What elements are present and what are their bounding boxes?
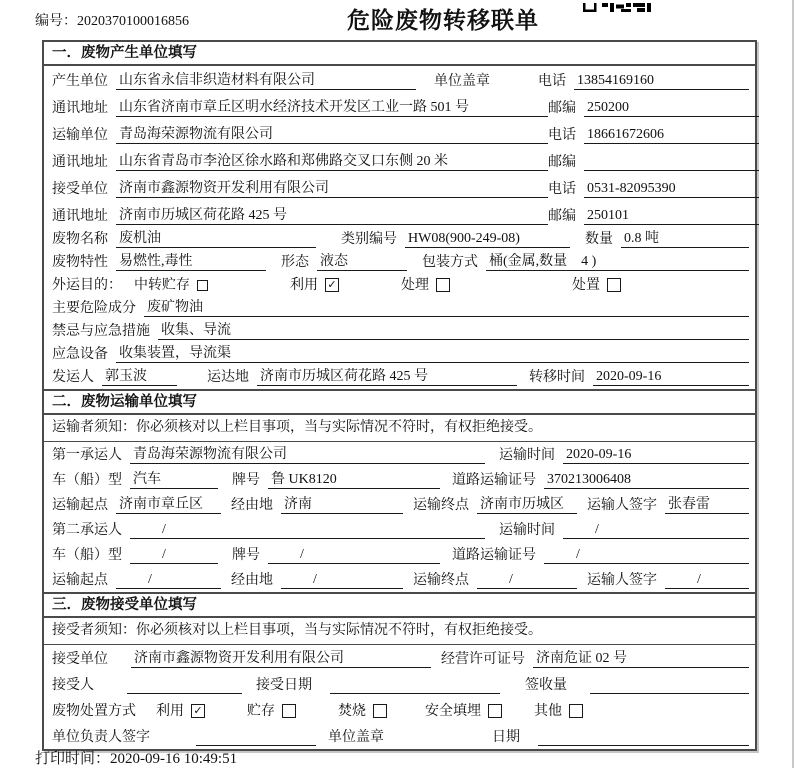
disposal-option-landfill <box>425 700 502 720</box>
hazard-component-label: 主要危险成分 <box>52 301 136 316</box>
row-producer-address <box>44 93 755 120</box>
disposal-other-label: 其他 <box>534 704 562 719</box>
transfer-purpose-label: 外运目的： <box>52 278 122 293</box>
page-title: 危险废物转移联单 <box>347 8 539 33</box>
row-consignor <box>44 366 755 389</box>
purpose-storage-label: 中转贮存 <box>134 278 190 293</box>
end1-label: 运输终点 <box>413 498 469 513</box>
row-route2 <box>44 567 755 592</box>
row-receive-unit <box>44 174 755 201</box>
waste-characteristics-label: 废物特性 <box>52 255 108 270</box>
disposal-option-use <box>156 700 205 720</box>
emergency-equipment-label: 应急设备 <box>52 347 108 362</box>
disposal-method-label: 废物处置方式 <box>52 704 136 719</box>
section2-header: 二．废物运输单位填写 <box>44 391 755 415</box>
disposal-option-storage <box>247 700 296 720</box>
emergency-equipment-value: 收集装置，导流渠 <box>116 345 749 363</box>
transport-time2-value: / <box>563 521 749 539</box>
receive-phone-label: 电话 <box>548 182 576 197</box>
plate-number2-label: 牌号 <box>232 548 260 563</box>
transport-time2-label: 运输时间 <box>499 523 555 538</box>
quantity-value: 0.8 吨 <box>621 230 749 248</box>
row-acceptor <box>44 671 755 697</box>
disposal-storage-label: 贮存 <box>247 704 275 719</box>
road-permit2-value: / <box>544 546 749 564</box>
row-second-carrier <box>44 517 755 542</box>
row-transport-unit <box>44 120 755 147</box>
disposal-storage-checkbox <box>282 704 296 718</box>
packaging-label: 包装方式 <box>422 255 478 270</box>
receive-unit-value: 济南市鑫源物资开发利用有限公司 <box>116 180 548 198</box>
vehicle-type2-label: 车（船）型 <box>52 548 122 563</box>
producer-zip-label: 邮编 <box>548 101 576 116</box>
road-permit1-value: 370213006408 <box>544 471 749 489</box>
row-emergency-equipment <box>44 343 755 366</box>
section3-header: 三．废物接受单位填写 <box>44 594 755 618</box>
row-precautions <box>44 320 755 343</box>
first-carrier-label: 第一承运人 <box>52 448 122 463</box>
transfer-time-label: 转移时间 <box>529 370 585 385</box>
carrier-sign1-label: 运输人签字 <box>587 498 657 513</box>
vehicle-type2-value: / <box>130 546 218 564</box>
quantity-label: 数量 <box>585 232 613 247</box>
purpose-option-treatment <box>401 274 450 294</box>
date-value <box>538 745 749 746</box>
first-carrier-value: 青岛海荣源物流有限公司 <box>130 446 485 464</box>
license-label: 经营许可证号 <box>441 652 525 667</box>
disposal-landfill-checkbox <box>488 704 502 718</box>
row-waste-name <box>44 228 755 251</box>
transport-address-value: 山东省青岛市李沧区徐水路和郑佛路交叉口东侧 20 米 <box>116 153 548 171</box>
purpose-use-checkbox: ✓ <box>325 278 339 292</box>
receive-zip-value: 250101 <box>584 207 759 225</box>
disposal-option-incineration <box>338 700 387 720</box>
waste-transfer-form <box>42 40 757 751</box>
transport-unit-value: 青岛海荣源物流有限公司 <box>116 126 548 144</box>
row-manager-sign <box>44 723 755 749</box>
plate-number1-value: 鲁 UK8120 <box>268 471 440 489</box>
qr-code-fragment <box>583 0 651 18</box>
origin2-label: 运输起点 <box>52 573 108 588</box>
transport-phone-label: 电话 <box>548 128 576 143</box>
producer-zip-value: 250200 <box>584 99 759 117</box>
disposal-other-checkbox <box>569 704 583 718</box>
destination-label: 运达地 <box>207 370 249 385</box>
section-producer <box>44 42 755 389</box>
section1-header: 一．废物产生单位填写 <box>44 42 755 66</box>
transport-zip-value <box>584 170 759 171</box>
receive-zip-label: 邮编 <box>548 209 576 224</box>
transport-time1-value: 2020-09-16 <box>563 446 749 464</box>
receive-address-value: 济南市历城区荷花路 425 号 <box>116 207 548 225</box>
transport-address-label: 通讯地址 <box>52 155 108 170</box>
row-waste-characteristics <box>44 251 755 274</box>
physical-form-value: 液态 <box>317 253 407 271</box>
second-carrier-label: 第二承运人 <box>52 523 122 538</box>
receive-unit-label: 接受单位 <box>52 182 108 197</box>
origin1-value: 济南市章丘区 <box>116 496 221 514</box>
license-value: 济南危证 02 号 <box>533 650 749 668</box>
received-qty-label: 签收量 <box>525 678 567 693</box>
purpose-option-storage <box>134 274 208 294</box>
print-time-value: 2020-09-16 10:49:51 <box>110 751 238 767</box>
precautions-label: 禁忌与应急措施 <box>52 324 150 339</box>
purpose-option-disposal <box>572 274 621 294</box>
carrier-sign2-label: 运输人签字 <box>587 573 657 588</box>
disposal-incineration-label: 焚烧 <box>338 704 366 719</box>
date-label: 日期 <box>492 730 520 745</box>
receive-phone-value: 0531-82095390 <box>584 180 759 198</box>
receive-address-label: 通讯地址 <box>52 209 108 224</box>
transport-time1-label: 运输时间 <box>499 448 555 463</box>
serial-value: 2020370100016856 <box>77 14 189 29</box>
row-first-carrier <box>44 442 755 467</box>
second-carrier-value: / <box>130 521 485 539</box>
row-route1 <box>44 492 755 517</box>
receiver-notice: 接受者须知：你必须核对以上栏目事项，当与实际情况不符时，有权拒绝接受。 <box>44 618 755 645</box>
waste-characteristics-value: 易燃性,毒性 <box>116 253 266 271</box>
origin2-value: / <box>116 571 221 589</box>
destination-value: 济南市历城区荷花路 425 号 <box>257 368 517 386</box>
producer-phone-label: 电话 <box>538 74 566 89</box>
accept-unit-value: 济南市鑫源物资开发利用有限公司 <box>131 650 431 668</box>
road-permit1-label: 道路运输证号 <box>452 473 536 488</box>
row-producer-unit <box>44 66 755 93</box>
waste-name-value: 废机油 <box>116 230 316 248</box>
category-code-value: HW08(900-249-08) <box>405 230 570 248</box>
vehicle-type1-value: 汽车 <box>130 471 218 489</box>
acceptor-value <box>127 693 242 694</box>
transport-phone-value: 18661672606 <box>584 126 759 144</box>
purpose-option-use <box>290 274 339 294</box>
producer-phone-value: 13854169160 <box>574 72 749 90</box>
via2-value: / <box>281 571 403 589</box>
purpose-treatment-checkbox <box>436 278 450 292</box>
serial-label: 编号： <box>35 14 77 29</box>
consignor-label: 发运人 <box>52 370 94 385</box>
accept-unit-label: 接受单位 <box>52 652 108 667</box>
received-qty-value <box>590 693 749 694</box>
plate-number2-value: / <box>268 546 440 564</box>
acceptor-label: 接受人 <box>52 678 94 693</box>
plate-number1-label: 牌号 <box>232 473 260 488</box>
precautions-value: 收集、导流 <box>158 322 749 340</box>
carrier-sign1-value: 张春雷 <box>665 496 749 514</box>
row-vehicle1 <box>44 467 755 492</box>
transport-zip-label: 邮编 <box>548 155 576 170</box>
accept-date-label: 接受日期 <box>256 678 312 693</box>
print-time <box>35 747 237 768</box>
end2-value: / <box>477 571 577 589</box>
page-edge-line <box>792 0 794 768</box>
unit-seal2-label: 单位盖章 <box>328 730 384 745</box>
category-code-label: 类别编号 <box>341 232 397 247</box>
purpose-storage-checkbox <box>197 280 208 291</box>
producer-address-label: 通讯地址 <box>52 101 108 116</box>
vehicle-type1-label: 车（船）型 <box>52 473 122 488</box>
unit-seal-label: 单位盖章 <box>434 74 490 89</box>
purpose-treatment-label: 处理 <box>401 278 429 293</box>
row-accept-unit <box>44 645 755 671</box>
disposal-use-checkbox: ✓ <box>191 704 205 718</box>
via1-value: 济南 <box>281 496 403 514</box>
origin1-label: 运输起点 <box>52 498 108 513</box>
disposal-option-other <box>534 700 583 720</box>
purpose-disposal-checkbox <box>607 278 621 292</box>
purpose-disposal-label: 处置 <box>572 278 600 293</box>
manager-sign-label: 单位负责人签字 <box>52 730 150 745</box>
manager-sign-value <box>196 745 316 746</box>
row-disposal-method <box>44 697 755 723</box>
end2-label: 运输终点 <box>413 573 469 588</box>
print-time-label: 打印时间： <box>35 751 111 767</box>
row-hazard-component <box>44 297 755 320</box>
producer-unit-value: 山东省永信非织造材料有限公司 <box>116 72 416 90</box>
transfer-time-value: 2020-09-16 <box>593 368 749 386</box>
row-receive-address <box>44 201 755 228</box>
hazard-component-value: 废矿物油 <box>144 299 749 317</box>
producer-unit-label: 产生单位 <box>52 74 108 89</box>
transport-unit-label: 运输单位 <box>52 128 108 143</box>
section-transporter <box>44 389 755 592</box>
accept-date-value <box>330 693 500 694</box>
packaging-value: 桶(金属,数量 4 ) <box>486 253 749 271</box>
disposal-use-label: 利用 <box>156 704 184 719</box>
waste-name-label: 废物名称 <box>52 232 108 247</box>
consignor-value: 郭玉波 <box>102 368 177 386</box>
disposal-incineration-checkbox <box>373 704 387 718</box>
section-receiver <box>44 592 755 749</box>
producer-address-value: 山东省济南市章丘区明水经济技术开发区工业一路 501 号 <box>116 99 548 117</box>
physical-form-label: 形态 <box>281 255 309 270</box>
row-transport-address <box>44 147 755 174</box>
via1-label: 经由地 <box>231 498 273 513</box>
via2-label: 经由地 <box>231 573 273 588</box>
row-transfer-purpose <box>44 274 755 297</box>
purpose-use-label: 利用 <box>290 278 318 293</box>
row-vehicle2 <box>44 542 755 567</box>
transporter-notice: 运输者须知：你必须核对以上栏目事项，当与实际情况不符时，有权拒绝接受。 <box>44 415 755 442</box>
carrier-sign2-value: / <box>665 571 749 589</box>
road-permit2-label: 道路运输证号 <box>452 548 536 563</box>
end1-value: 济南市历城区 <box>477 496 577 514</box>
disposal-landfill-label: 安全填埋 <box>425 704 481 719</box>
